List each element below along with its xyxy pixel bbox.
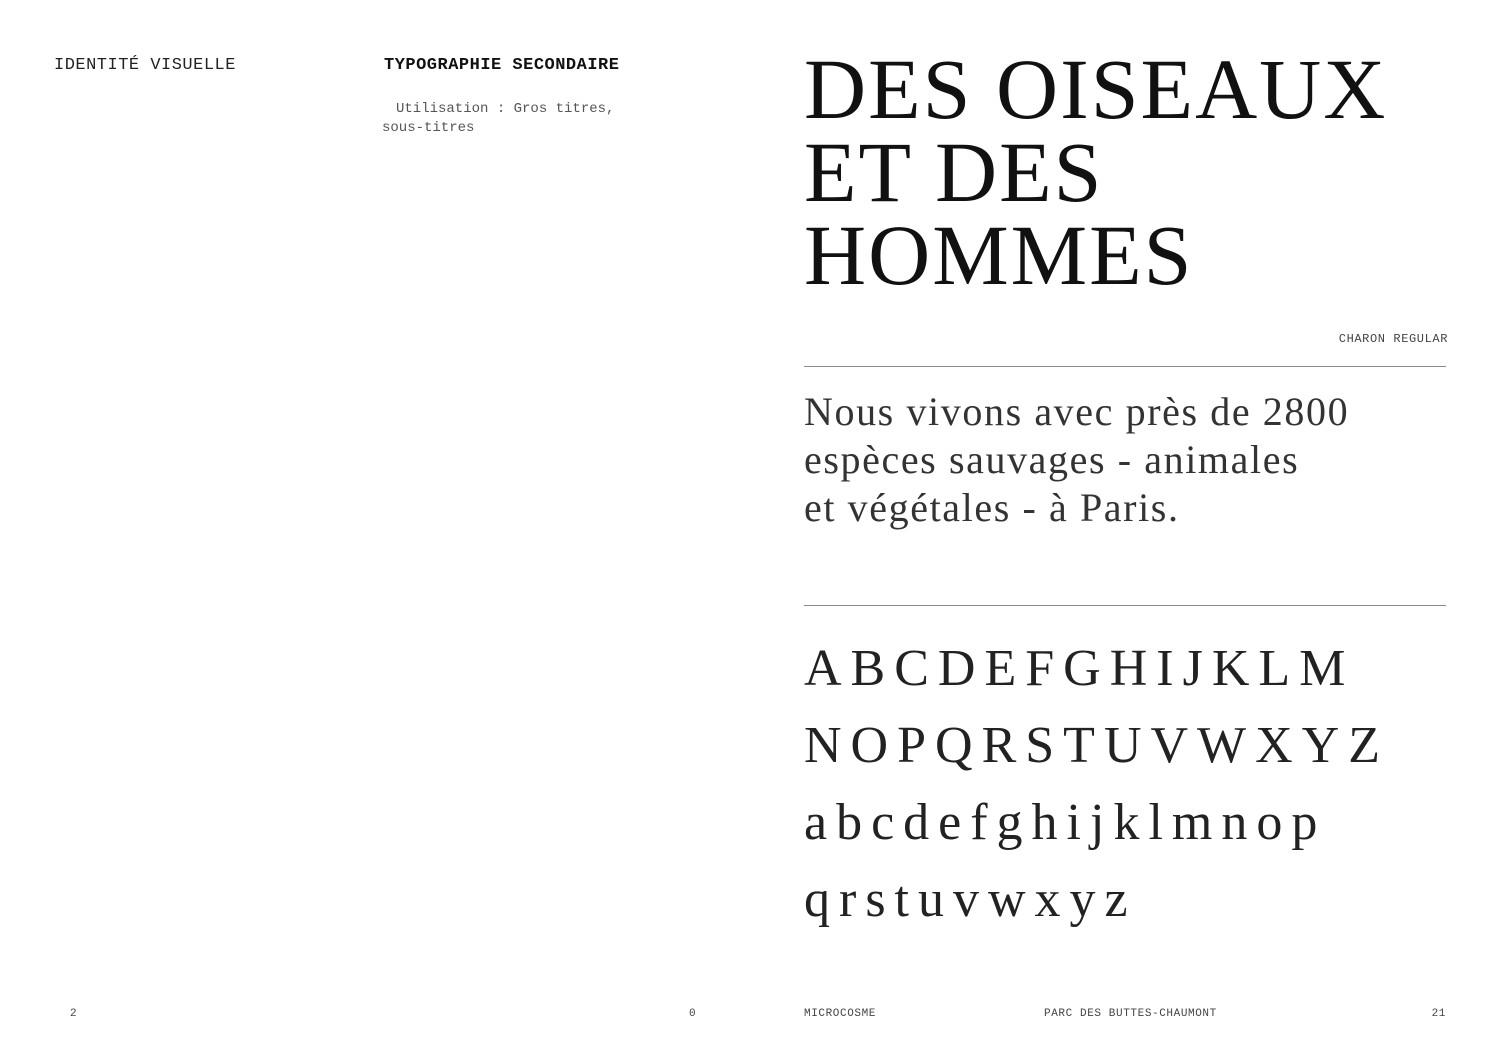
divider (804, 605, 1446, 606)
sample-line: espèces sauvages - animales (804, 437, 1300, 482)
right-page-number: 21 (1431, 1008, 1446, 1020)
middle-page-number: 0 (689, 1008, 697, 1020)
font-name-label: CHARON REGULAR (1338, 332, 1448, 346)
footer-brand: MICROCOSME (804, 1008, 877, 1020)
alphabet-specimen (804, 630, 1464, 938)
sample-line: Nous vivons avec près de 2800 (804, 389, 1350, 434)
alphabet-line: NOPQRSTUVWXYZ (804, 717, 1389, 774)
section-title: TYPOGRAPHIE SECONDAIRE (384, 56, 620, 75)
footer-place: PARC DES BUTTES-CHAUMONT (1044, 1008, 1217, 1020)
alphabet-line: abcdefghijklmnop (804, 794, 1327, 851)
sample-text (804, 388, 1464, 532)
alphabet-line: ABCDEFGHIJKLM (804, 640, 1355, 697)
headline-line: ET DES (804, 124, 1104, 220)
divider (804, 366, 1446, 367)
sample-line: et végétales - à Paris. (804, 485, 1180, 530)
section-label: IDENTITÉ VISUELLE (54, 56, 236, 75)
headline-line: DES OISEAUX (804, 41, 1388, 137)
usage-note: Utilisation : Gros titres, sous-titres (382, 101, 615, 136)
alphabet-line: qrstuvwxyz (804, 871, 1137, 928)
headline (804, 41, 1454, 303)
left-page-number: 2 (70, 1008, 78, 1020)
headline-line: HOMMES (804, 207, 1194, 303)
